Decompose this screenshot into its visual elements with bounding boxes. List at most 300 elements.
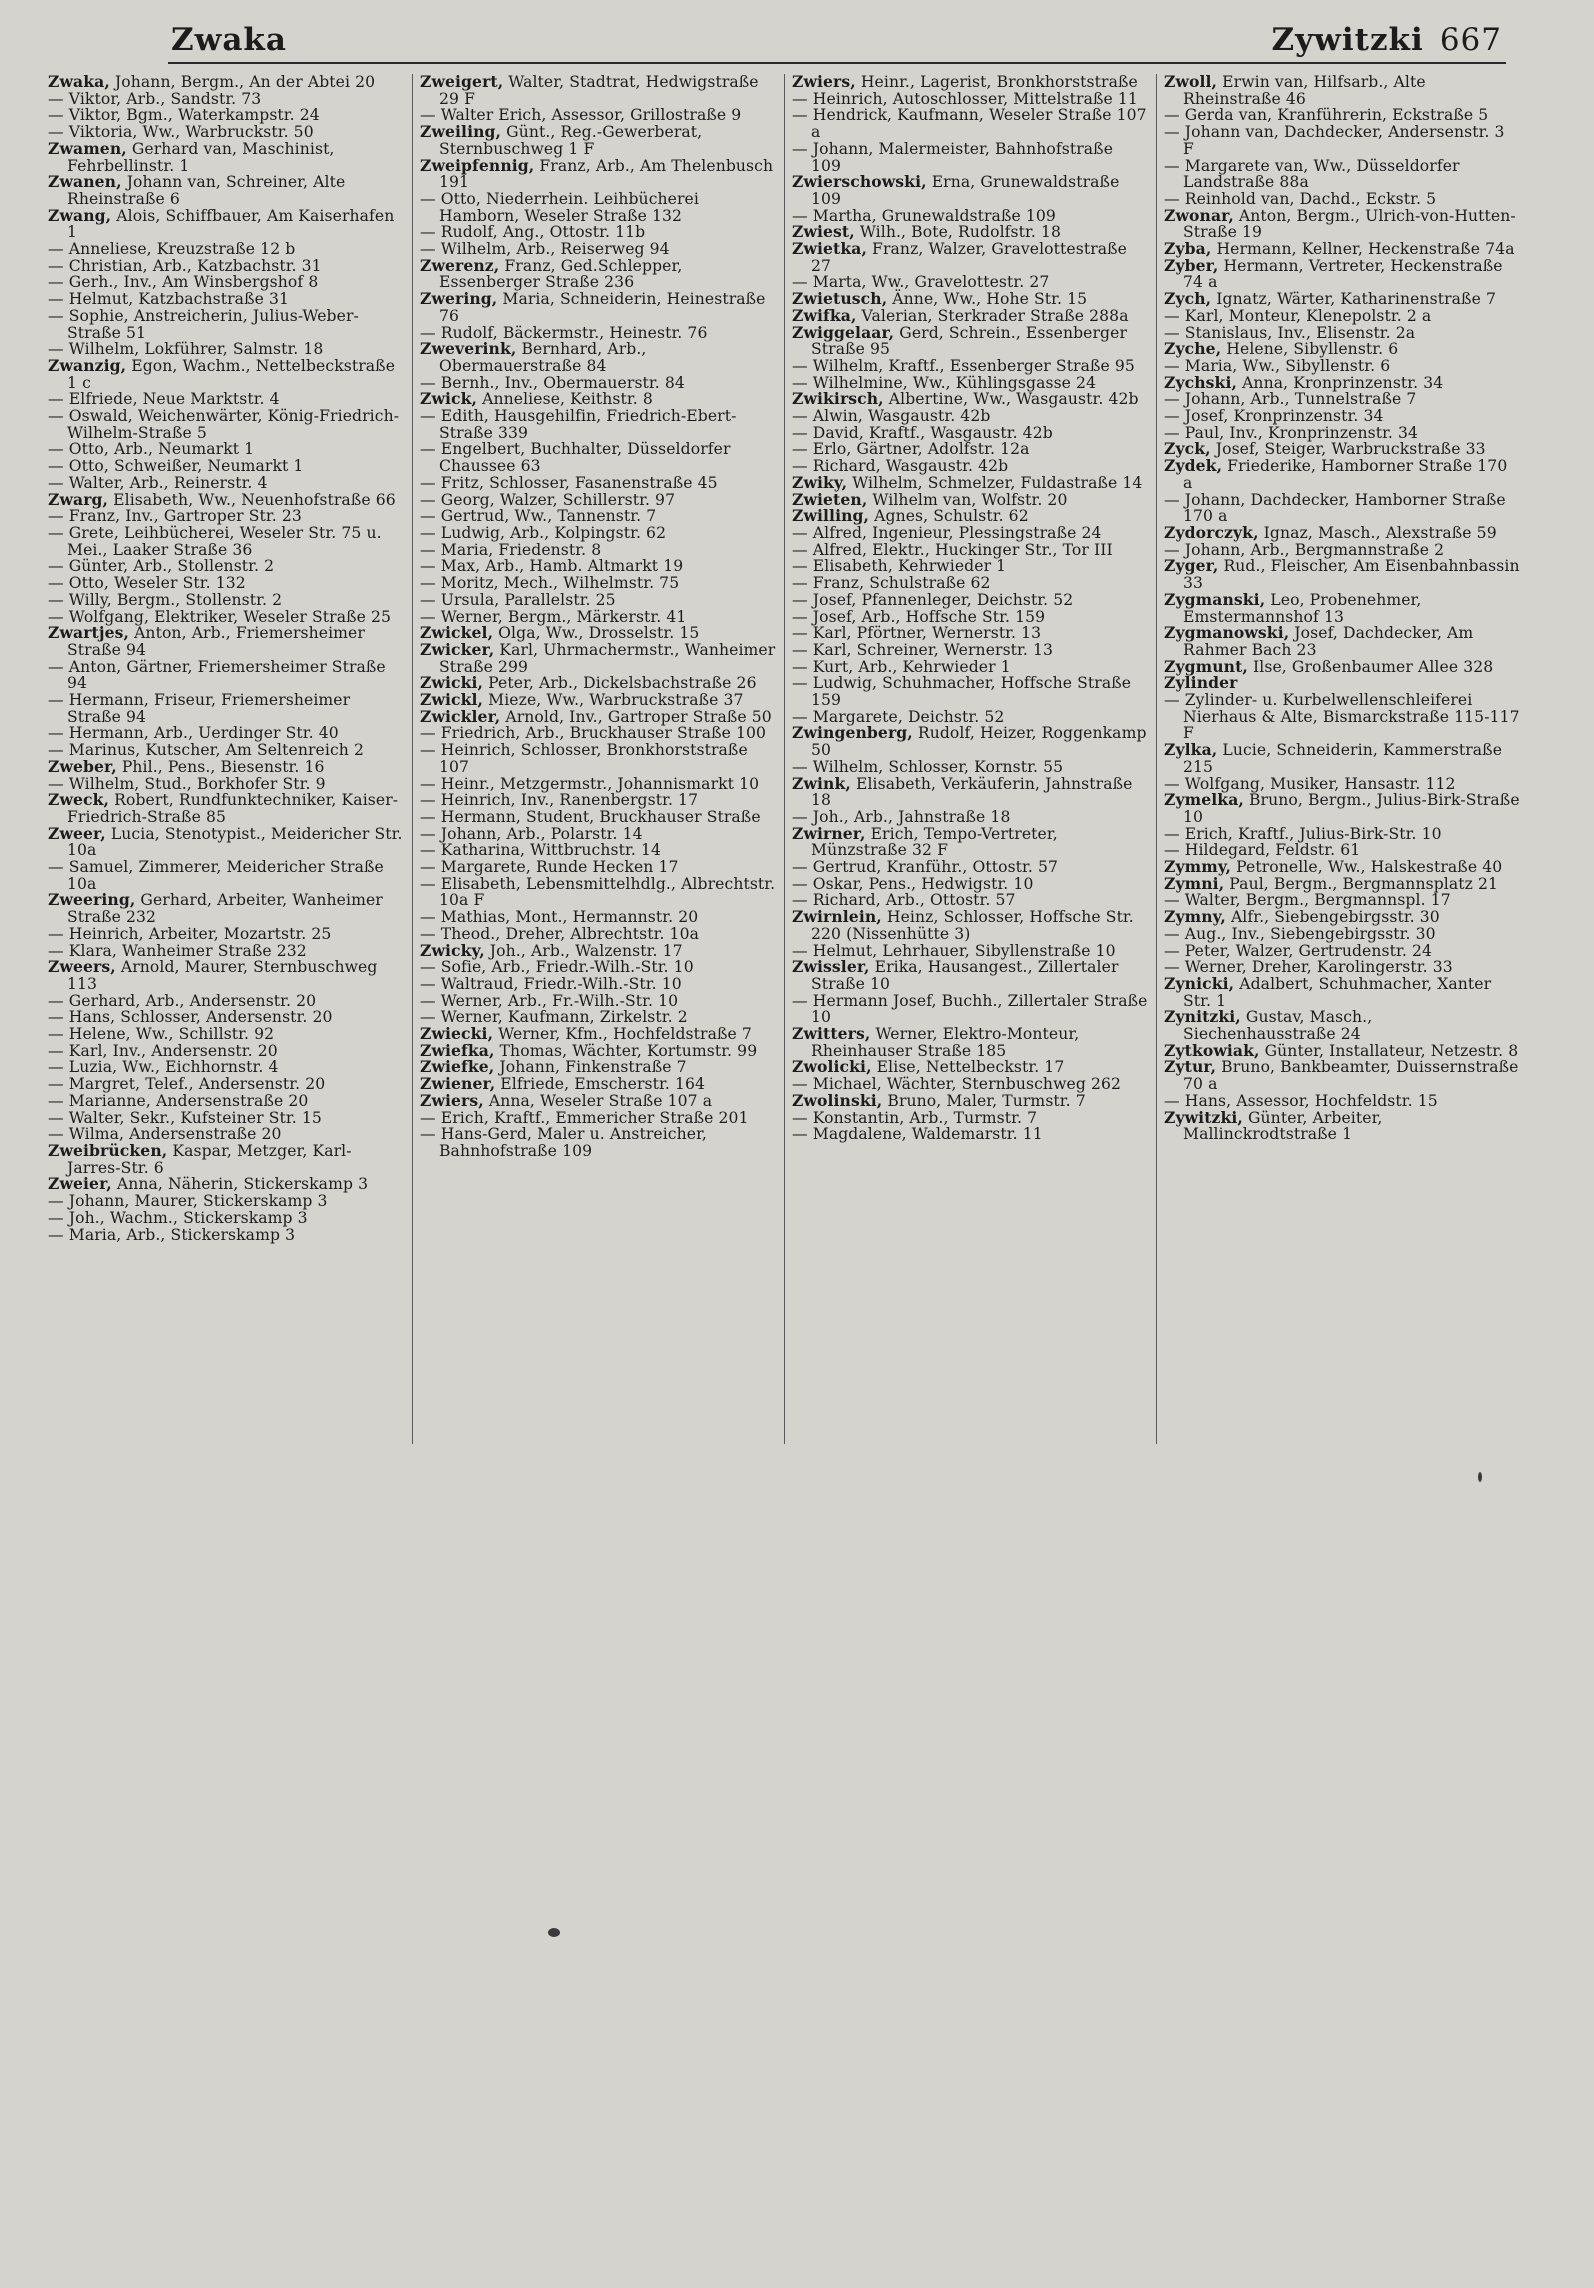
entry-details: Egon, Wachm., Nettelbeckstraße 1 c bbox=[67, 356, 396, 392]
entry-surname: Zymelka, bbox=[1164, 790, 1244, 810]
entry-surname: Zyger, bbox=[1164, 556, 1219, 576]
directory-entry bbox=[792, 642, 1148, 659]
directory-entry bbox=[420, 792, 776, 809]
directory-entry bbox=[1164, 589, 1520, 626]
directory-entry bbox=[1164, 675, 1520, 692]
entry-surname: Zwilling, bbox=[792, 506, 870, 526]
entry-surname: Zweers, bbox=[48, 957, 116, 977]
entry-details: Johann van, Schreiner, Alte Rheinstraße 6 bbox=[67, 173, 346, 208]
entry-surname: Zwanen, bbox=[48, 172, 122, 192]
entry-details: Leo, Probenehmer, Emstermannshof 13 bbox=[1183, 590, 1422, 626]
directory-entry bbox=[1164, 1040, 1520, 1060]
directory-entry bbox=[420, 74, 776, 107]
directory-entry bbox=[792, 91, 1148, 108]
entry-details: — Otto, Niederrhein. Leihbücherei Hamborn, Weseler Straße 132 bbox=[420, 189, 699, 225]
directory-entry bbox=[420, 224, 776, 241]
directory-entry bbox=[1164, 124, 1520, 157]
entry-details: — Wolfgang, Elektriker, Weseler Straße 25 bbox=[48, 607, 392, 626]
directory-entry bbox=[48, 993, 404, 1010]
directory-entry bbox=[1164, 522, 1520, 542]
entry-details: Arnold, Maurer, Sternbuschweg 113 bbox=[67, 958, 378, 993]
entry-details: Anneliese, Keithstr. 8 bbox=[477, 390, 653, 409]
entry-details: — Theod., Dreher, Albrechtstr. 10a bbox=[420, 924, 699, 943]
entry-surname: Zymny, bbox=[1164, 907, 1226, 927]
directory-entry bbox=[48, 458, 404, 475]
paper-speck bbox=[548, 1928, 560, 1937]
entry-details: Bruno, Bergm., Julius-Birk-Straße 10 bbox=[1183, 791, 1520, 826]
entry-details: — Willy, Bergm., Stollenstr. 2 bbox=[48, 590, 283, 609]
entry-details: Adalbert, Schuhmacher, Xanter Str. 1 bbox=[1183, 974, 1492, 1010]
entry-details: Lucia, Stenotypist., Meidericher Str. 10a bbox=[67, 824, 403, 860]
directory-entry bbox=[420, 826, 776, 843]
directory-entry bbox=[1164, 826, 1520, 843]
entry-surname: Zweck, bbox=[48, 790, 110, 810]
directory-entry bbox=[1164, 1009, 1520, 1042]
entry-details: Bruno, Bankbeamter, Duissernstraße 70 a bbox=[1183, 1058, 1519, 1094]
directory-entry bbox=[420, 993, 776, 1010]
entry-details: — Otto, Weseler Str. 132 bbox=[48, 574, 246, 593]
directory-entry bbox=[420, 842, 776, 859]
directory-entry bbox=[48, 1227, 404, 1244]
entry-details: Thomas, Wächter, Kortumstr. 99 bbox=[494, 1041, 758, 1060]
entry-details: — Marta, Ww., Gravelottestr. 27 bbox=[792, 273, 1050, 292]
entry-details: — Werner, Dreher, Karolingerstr. 33 bbox=[1164, 958, 1453, 977]
entry-surname: Zych, bbox=[1164, 289, 1212, 309]
entry-details: — Bernh., Inv., Obermauerstr. 84 bbox=[420, 373, 685, 392]
entry-details: — Joh., Wachm., Stickerskamp 3 bbox=[48, 1208, 308, 1227]
entry-details: Rud., Fleischer, Am Eisenbahnbassin 33 bbox=[1183, 557, 1520, 593]
entry-details: — Christian, Arb., Katzbachstr. 31 bbox=[48, 256, 322, 275]
entry-details: Gerhard, Arbeiter, Wanheimer Straße 232 bbox=[67, 891, 383, 927]
directory-entry bbox=[420, 742, 776, 775]
entry-details: — Josef, Pfannenleger, Deichstr. 52 bbox=[792, 590, 1074, 609]
directory-entry bbox=[792, 1126, 1148, 1143]
directory-entry bbox=[420, 940, 776, 960]
header-right bbox=[1272, 22, 1502, 58]
directory-entry bbox=[420, 558, 776, 575]
directory-entry bbox=[420, 706, 776, 726]
directory-entry bbox=[792, 542, 1148, 559]
entry-details: — Hildegard, Feldstr. 61 bbox=[1164, 841, 1361, 860]
entry-details: — Paul, Inv., Kronprinzenstr. 34 bbox=[1164, 423, 1419, 442]
entry-surname: Zyber, bbox=[1164, 255, 1219, 275]
entry-surname: Zwicki, bbox=[420, 673, 484, 693]
directory-entry bbox=[1164, 255, 1520, 292]
directory-entry bbox=[792, 508, 1148, 525]
entry-details: Walter, Stadtrat, Hedwigstraße 29 F bbox=[439, 73, 759, 108]
directory-entry bbox=[48, 308, 404, 341]
directory-entry bbox=[792, 1110, 1148, 1127]
entry-details: Johann, Bergm., An der Abtei 20 bbox=[109, 73, 376, 91]
entry-surname: Zygmunt, bbox=[1164, 656, 1248, 676]
entry-details: Phil., Pens., Biesenstr. 16 bbox=[116, 757, 325, 776]
directory-entry bbox=[420, 255, 776, 292]
entry-details: Alfr., Siebengebirgsstr. 30 bbox=[1225, 908, 1440, 927]
entry-surname: Zynitzki, bbox=[1164, 1007, 1241, 1027]
directory-entry bbox=[420, 391, 776, 408]
directory-entry bbox=[1164, 692, 1520, 742]
entry-surname: Zymmy, bbox=[1164, 857, 1232, 877]
directory-entry bbox=[1164, 943, 1520, 960]
entry-details: — Walter, Sekr., Kufsteiner Str. 15 bbox=[48, 1108, 322, 1127]
entry-surname: Zwink, bbox=[792, 773, 851, 793]
entry-details: — Erlo, Gärtner, Adolfstr. 12a bbox=[792, 440, 1030, 459]
directory-entry bbox=[420, 592, 776, 609]
entry-details: — Klara, Wanheimer Straße 232 bbox=[48, 941, 307, 960]
directory-entry bbox=[1164, 558, 1520, 591]
entry-details: — Oswald, Weichenwärter, König-Friedrich-Wilhelm-Straße 5 bbox=[48, 407, 400, 442]
entry-details: Anna, Kronprinzenstr. 34 bbox=[1237, 373, 1444, 392]
entry-details: Wilh., Bote, Rudolfstr. 18 bbox=[854, 223, 1061, 242]
entry-details: Joh., Arb., Walzenstr. 17 bbox=[484, 941, 683, 960]
entry-details: — Karl, Inv., Andersenstr. 20 bbox=[48, 1041, 278, 1060]
directory-entry bbox=[48, 355, 404, 392]
directory-entry bbox=[48, 258, 404, 275]
directory-entry bbox=[48, 391, 404, 408]
entry-details: — Zylinder- u. Kurbelwellenschleiferei Nierhaus & Alte, Bismarckstraße 115-117 F bbox=[1164, 691, 1520, 743]
entry-details: — Richard, Wasgaustr. 42b bbox=[792, 457, 1009, 476]
directory-entry bbox=[792, 358, 1148, 375]
directory-entry bbox=[420, 525, 776, 542]
entry-details: — Joh., Arb., Jahnstraße 18 bbox=[792, 807, 1011, 826]
entry-surname: Zwiers, bbox=[792, 72, 856, 91]
directory-entry bbox=[420, 959, 776, 976]
entry-details: — Gerh., Inv., Am Winsbergshof 8 bbox=[48, 273, 319, 292]
entry-surname: Zweer, bbox=[48, 823, 106, 843]
entry-details: — Helmut, Katzbachstraße 31 bbox=[48, 290, 290, 309]
directory-entry bbox=[792, 609, 1148, 626]
entry-surname: Zwirnlein, bbox=[792, 907, 882, 927]
directory-entry bbox=[792, 575, 1148, 592]
entry-surname: Zwietusch, bbox=[792, 289, 888, 309]
entry-details: — Karl, Pförtner, Wernerstr. 13 bbox=[792, 624, 1042, 643]
entry-details: Valerian, Sterkrader Straße 288a bbox=[856, 306, 1129, 325]
entry-details: — Johann van, Dachdecker, Andersenstr. 3 F bbox=[1164, 123, 1505, 158]
entry-details: Ignatz, Wärter, Katharinenstraße 7 bbox=[1211, 290, 1496, 309]
directory-entry bbox=[420, 542, 776, 559]
directory-entry bbox=[48, 558, 404, 575]
entry-surname: Zweier, bbox=[48, 1174, 112, 1194]
directory-entry bbox=[792, 993, 1148, 1026]
entry-surname: Zywitzki, bbox=[1164, 1107, 1243, 1127]
directory-entry bbox=[792, 425, 1148, 442]
entry-surname: Zweering, bbox=[48, 890, 136, 910]
directory-entry bbox=[1164, 1059, 1520, 1092]
entry-details: — Hans, Assessor, Hochfeldstr. 15 bbox=[1164, 1091, 1438, 1110]
entry-details: — Heinrich, Inv., Ranenbergstr. 17 bbox=[420, 791, 699, 810]
entry-details: — Gerhard, Arb., Andersenstr. 20 bbox=[48, 991, 317, 1010]
entry-details: — Anton, Gärtner, Friemersheimer Straße 94 bbox=[48, 657, 386, 693]
directory-entry bbox=[420, 441, 776, 474]
entry-surname: Zwifka, bbox=[792, 305, 857, 325]
entry-details: — Ludwig, Schuhmacher, Hoffsche Straße 159 bbox=[792, 674, 1132, 710]
entry-details: — Otto, Arb., Neumarkt 1 bbox=[48, 440, 255, 459]
entry-details: Erwin van, Hilfsarb., Alte Rheinstraße 46 bbox=[1183, 73, 1426, 108]
entry-details: — Alfred, Elektr., Huckinger Str., Tor III bbox=[792, 540, 1113, 559]
entry-details: — Günter, Arb., Stollenstr. 2 bbox=[48, 557, 275, 576]
entry-details: Petronelle, Ww., Halskestraße 40 bbox=[1231, 858, 1503, 877]
entry-details: Peter, Arb., Dickelsbachstraße 26 bbox=[483, 674, 757, 693]
entry-surname: Zwartjes, bbox=[48, 623, 130, 643]
directory-entry bbox=[48, 91, 404, 108]
entry-details: — Hendrick, Kaufmann, Weseler Straße 107 a bbox=[792, 106, 1147, 142]
directory-entry bbox=[792, 959, 1148, 992]
entry-details: — Hans, Schlosser, Andersenstr. 20 bbox=[48, 1008, 333, 1027]
directory-entry bbox=[792, 1026, 1148, 1059]
column-1 bbox=[48, 74, 404, 1243]
entry-details: Heinr., Lagerist, Bronkhorststraße bbox=[855, 73, 1138, 91]
directory-entry bbox=[1164, 909, 1520, 926]
entry-surname: Zynicki, bbox=[1164, 973, 1235, 993]
directory-entry bbox=[48, 1110, 404, 1127]
directory-entry bbox=[420, 492, 776, 509]
column-rule bbox=[1156, 74, 1157, 1444]
entry-details: — Johann, Arb., Polarstr. 14 bbox=[420, 824, 643, 843]
directory-entry bbox=[48, 408, 404, 441]
entry-details: — Werner, Arb., Fr.-Wilh.-Str. 10 bbox=[420, 991, 679, 1010]
entry-details: — Franz, Inv., Gartroper Str. 23 bbox=[48, 507, 302, 526]
directory-entry bbox=[792, 74, 1148, 91]
entry-details: — Elisabeth, Lebensmittelhdlg., Albrechtstr. 10a F bbox=[420, 874, 776, 910]
entry-surname: Zwanzig, bbox=[48, 355, 127, 375]
entry-surname: Zymni, bbox=[1164, 873, 1225, 893]
directory-entry bbox=[792, 241, 1148, 274]
entry-details: — Gertrud, Ww., Tannenstr. 7 bbox=[420, 507, 657, 526]
entry-details: Elisabeth, Verkäuferin, Jahnstraße 18 bbox=[811, 774, 1133, 810]
directory-columns bbox=[48, 72, 1520, 1464]
entry-details: Franz, Arb., Am Thelenbusch 191 bbox=[439, 156, 774, 192]
entry-details: Gerhard van, Maschinist, Fehrbellinstr. 1 bbox=[67, 139, 335, 175]
entry-details: — Wolfgang, Musiker, Hansastr. 112 bbox=[1164, 774, 1456, 793]
entry-details: Günter, Arbeiter, Mallinckrodtstraße 1 bbox=[1183, 1108, 1383, 1144]
page-header bbox=[168, 22, 1506, 64]
entry-details: Anton, Bergm., Ulrich-von-Hutten-Straße 19 bbox=[1183, 206, 1516, 242]
entry-details: — Wilhelmine, Ww., Kühlingsgasse 24 bbox=[792, 373, 1097, 392]
entry-details: — Wilhelm, Schlosser, Kornstr. 55 bbox=[792, 757, 1064, 776]
entry-details: Gustav, Masch., Siechenhausstraße 24 bbox=[1183, 1008, 1373, 1044]
entry-details: — Heinr., Metzgermstr., Johannismarkt 10 bbox=[420, 774, 760, 793]
directory-entry bbox=[792, 625, 1148, 642]
entry-details: — Hermann, Student, Bruckhauser Straße bbox=[420, 807, 761, 826]
directory-entry bbox=[48, 1176, 404, 1193]
entry-details: — Magdalene, Waldemarstr. 11 bbox=[792, 1125, 1043, 1144]
entry-details: Elise, Nettelbeckstr. 17 bbox=[871, 1058, 1065, 1077]
entry-surname: Zwissler, bbox=[792, 957, 870, 977]
entry-details: — Sofie, Arb., Friedr.-Wilh.-Str. 10 bbox=[420, 958, 694, 977]
directory-entry bbox=[420, 291, 776, 324]
directory-entry bbox=[420, 776, 776, 793]
entry-surname: Zytur, bbox=[1164, 1057, 1217, 1077]
page-number: 667 bbox=[1439, 22, 1502, 58]
directory-entry bbox=[1164, 158, 1520, 191]
directory-entry bbox=[1164, 372, 1520, 392]
entry-details: Helene, Sibyllenstr. 6 bbox=[1221, 340, 1399, 359]
entry-details: — Hermann, Friseur, Friemersheimer Straße 94 bbox=[48, 691, 351, 726]
entry-details: Heinz, Schlosser, Hoffsche Str. 220 (Nissenhütte 3) bbox=[811, 908, 1134, 943]
entry-details: Paul, Bergm., Bergmannsplatz 21 bbox=[1224, 874, 1499, 893]
directory-entry bbox=[48, 926, 404, 943]
entry-surname: Zygmanski, bbox=[1164, 589, 1266, 609]
entry-details: — Katharina, Wittbruchstr. 14 bbox=[420, 841, 661, 860]
directory-entry bbox=[48, 859, 404, 892]
entry-details: — Viktor, Arb., Sandstr. 73 bbox=[48, 89, 262, 108]
entry-surname: Zylka, bbox=[1164, 740, 1218, 760]
directory-entry bbox=[792, 141, 1148, 174]
entry-surname: Zygmanowski, bbox=[1164, 623, 1290, 643]
directory-entry bbox=[792, 725, 1148, 758]
directory-entry bbox=[420, 408, 776, 441]
entry-details: — Karl, Monteur, Klenepolstr. 2 a bbox=[1164, 306, 1432, 325]
entry-details: — Heinrich, Schlosser, Bronkhorststraße 107 bbox=[420, 741, 748, 776]
entry-details: — Walter, Bergm., Bergmannspl. 17 bbox=[1164, 891, 1451, 910]
directory-entry bbox=[420, 508, 776, 525]
entry-details: — Stanislaus, Inv., Elisenstr. 2a bbox=[1164, 323, 1416, 342]
entry-surname: Zwonar, bbox=[1164, 205, 1234, 225]
entry-details: Hermann, Kellner, Heckenstraße 74a bbox=[1211, 240, 1515, 259]
entry-surname: Zwieten, bbox=[792, 489, 868, 509]
entry-details: Franz, Ged.Schlepper, Essenberger Straße 236 bbox=[439, 256, 683, 292]
entry-surname: Zwering, bbox=[420, 289, 498, 309]
entry-details: — Hermann Josef, Buchh., Zillertaler Straße 10 bbox=[792, 991, 1148, 1027]
entry-details: — Reinhold van, Dachd., Eckstr. 5 bbox=[1164, 189, 1437, 208]
directory-entry bbox=[792, 391, 1148, 408]
entry-details: — Engelbert, Buchhalter, Düsseldorfer Chaussee 63 bbox=[420, 440, 731, 476]
entry-details: — Walter, Arb., Reinerstr. 4 bbox=[48, 473, 268, 492]
directory-entry bbox=[420, 1126, 776, 1159]
entry-details: — Ursula, Parallelstr. 25 bbox=[420, 590, 616, 609]
entry-details: Erich, Tempo-Vertreter, Münzstraße 32 F bbox=[811, 824, 1058, 860]
entry-details: — Margarete, Deichstr. 52 bbox=[792, 707, 1005, 726]
directory-entry bbox=[48, 241, 404, 258]
directory-entry bbox=[792, 1059, 1148, 1076]
directory-entry bbox=[1164, 742, 1520, 775]
entry-details: — Heinrich, Autoschlosser, Mittelstraße 11 bbox=[792, 89, 1138, 108]
entry-details: — Margarete van, Ww., Düsseldorfer Landstraße 88a bbox=[1164, 156, 1460, 192]
directory-entry bbox=[48, 107, 404, 124]
entry-details: — Peter, Walzer, Gertrudenstr. 24 bbox=[1164, 941, 1432, 960]
directory-entry bbox=[48, 792, 404, 825]
entry-details: Josef, Dachdecker, Am Rahmer Bach 23 bbox=[1183, 624, 1474, 659]
entry-details: — Elisabeth, Kehrwieder 1 bbox=[792, 557, 1007, 576]
entry-details: — Grete, Leihbücherei, Weseler Str. 75 u. Mei., Laaker Straße 36 bbox=[48, 523, 382, 559]
entry-surname: Zwickler, bbox=[420, 706, 501, 726]
entry-details: Änne, Ww., Hohe Str. 15 bbox=[887, 290, 1088, 309]
entry-surname: Zwirner, bbox=[792, 823, 866, 843]
directory-entry bbox=[1164, 341, 1520, 358]
entry-details: — Edith, Hausgehilfin, Friedrich-Ebert-Straße 339 bbox=[420, 407, 737, 442]
entry-surname: Zwingenberg, bbox=[792, 723, 913, 743]
entry-surname: Zwikirsch, bbox=[792, 389, 884, 409]
entry-details: — Hermann, Arb., Uerdinger Str. 40 bbox=[48, 724, 339, 743]
header-first-name: Zwaka bbox=[171, 22, 287, 58]
column-rule bbox=[412, 74, 413, 1444]
entry-surname: Zwoll, bbox=[1164, 72, 1218, 91]
directory-entry bbox=[1164, 625, 1520, 658]
entry-surname: Zydorczyk, bbox=[1164, 522, 1259, 542]
entry-surname: Zwiest, bbox=[792, 222, 855, 242]
entry-details: Josef, Steiger, Warbruckstraße 33 bbox=[1210, 440, 1486, 459]
directory-entry bbox=[420, 639, 776, 676]
directory-entry bbox=[48, 892, 404, 925]
entry-details: Werner, Kfm., Hochfeldstraße 7 bbox=[493, 1025, 752, 1044]
entry-surname: Zwick, bbox=[420, 389, 478, 409]
entry-details: — Wilhelm, Kraftf., Essenberger Straße 95 bbox=[792, 356, 1135, 375]
directory-entry bbox=[48, 138, 404, 175]
entry-details: — Helene, Ww., Schillstr. 92 bbox=[48, 1025, 275, 1044]
entry-details: Alois, Schiffbauer, Am Kaiserhafen 1 bbox=[67, 206, 395, 242]
entry-details: — Martha, Grunewaldstraße 109 bbox=[792, 206, 1056, 225]
directory-entry bbox=[420, 1090, 776, 1110]
entry-surname: Zwiers, bbox=[420, 1090, 484, 1110]
entry-surname: Zychski, bbox=[1164, 372, 1238, 392]
entry-details: Anna, Weseler Straße 107 a bbox=[483, 1091, 713, 1110]
entry-details: — Wilhelm, Stud., Borkhofer Str. 9 bbox=[48, 774, 326, 793]
directory-entry bbox=[792, 1090, 1148, 1110]
entry-surname: Zyche, bbox=[1164, 339, 1222, 359]
entry-details: — Moritz, Mech., Wilhelmstr. 75 bbox=[420, 574, 680, 593]
entry-details: — Maria, Friedenstr. 8 bbox=[420, 540, 602, 559]
entry-surname: Zwiky, bbox=[792, 472, 848, 492]
entry-surname: Zwietka, bbox=[792, 239, 867, 259]
entry-details: — Waltraud, Friedr.-Wilh.-Str. 10 bbox=[420, 974, 682, 993]
directory-entry bbox=[48, 1043, 404, 1060]
entry-details: — Rudolf, Bäckermstr., Heinestr. 76 bbox=[420, 323, 708, 342]
directory-entry bbox=[420, 859, 776, 876]
entry-surname: Zyck, bbox=[1164, 439, 1211, 459]
entry-surname: Zweigert, bbox=[420, 72, 504, 91]
entry-details: — Werner, Bergm., Märkerstr. 41 bbox=[420, 607, 687, 626]
entry-details: Günt., Reg.-Gewerberat, Sternbuschweg 1 F bbox=[439, 123, 703, 158]
directory-entry bbox=[1164, 205, 1520, 242]
directory-entry bbox=[48, 525, 404, 558]
entry-details: — Margret, Telef., Andersenstr. 20 bbox=[48, 1075, 326, 1094]
directory-entry bbox=[420, 191, 776, 224]
entry-details: — Erich, Kraftf., Julius-Birk-Str. 10 bbox=[1164, 824, 1442, 843]
entry-details: Wilhelm van, Wolfstr. 20 bbox=[867, 490, 1068, 509]
entry-surname: Zwolicki, bbox=[792, 1057, 872, 1077]
directory-entry bbox=[792, 322, 1148, 359]
entry-details: — Johann, Arb., Tunnelstraße 7 bbox=[1164, 390, 1417, 409]
directory-entry bbox=[792, 773, 1148, 810]
directory-entry bbox=[420, 124, 776, 157]
directory-entry bbox=[1164, 425, 1520, 442]
entry-details: — Marianne, Andersenstraße 20 bbox=[48, 1091, 309, 1110]
entry-details: Elisabeth, Ww., Neuenhofstraße 66 bbox=[108, 490, 396, 509]
entry-details: — Gerda van, Kranführerin, Eckstraße 5 bbox=[1164, 106, 1489, 125]
directory-entry bbox=[792, 675, 1148, 708]
directory-entry bbox=[420, 1110, 776, 1127]
entry-details: — Erich, Kraftf., Emmericher Straße 201 bbox=[420, 1108, 749, 1127]
entry-surname: Zweverink, bbox=[420, 339, 517, 359]
directory-entry bbox=[48, 1009, 404, 1026]
directory-entry bbox=[792, 876, 1148, 893]
entry-surname: Zydek, bbox=[1164, 456, 1223, 476]
column-2 bbox=[420, 74, 776, 1160]
entry-details: Franz, Walzer, Gravelottestraße 27 bbox=[811, 240, 1128, 275]
entry-surname: Zwicker, bbox=[420, 639, 495, 659]
entry-surname: Zwickel, bbox=[420, 623, 494, 643]
entry-details: Ilse, Großenbaumer Allee 328 bbox=[1247, 657, 1494, 676]
entry-details: — Kurt, Arb., Kehrwieder 1 bbox=[792, 657, 1011, 676]
entry-surname: Zwiefke, bbox=[420, 1057, 495, 1077]
entry-details: Bruno, Maler, Turmstr. 7 bbox=[882, 1091, 1086, 1110]
entry-surname: Zwerenz, bbox=[420, 255, 500, 275]
entry-details: — Maria, Arb., Stickerskamp 3 bbox=[48, 1225, 296, 1244]
directory-entry bbox=[420, 575, 776, 592]
directory-entry bbox=[792, 909, 1148, 942]
directory-entry bbox=[420, 909, 776, 926]
entry-details: — Viktoria, Ww., Warbruckstr. 50 bbox=[48, 123, 314, 142]
